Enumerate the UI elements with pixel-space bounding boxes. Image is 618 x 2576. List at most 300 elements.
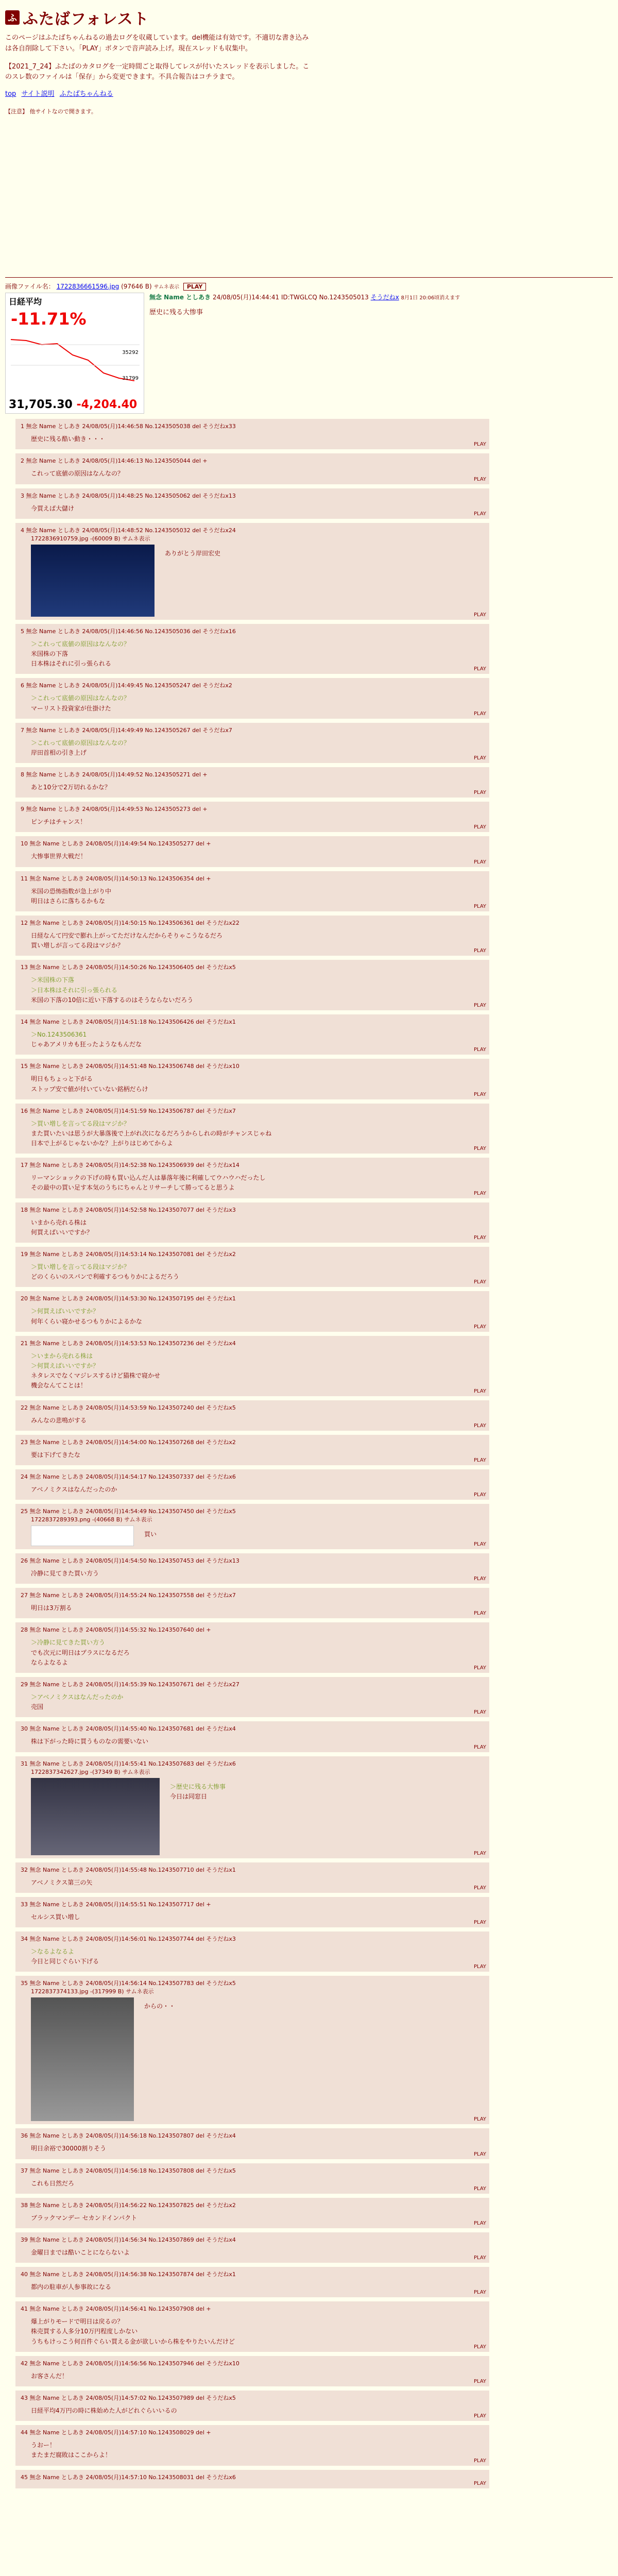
reply-number: 40: [21, 2271, 30, 2278]
chart-change-value: -4,204.40: [76, 398, 138, 412]
op-body: 歴史に残る大惨事: [149, 309, 203, 317]
reply-post: [15, 1104, 489, 1154]
reply-post: [15, 1931, 489, 1972]
reply-body: 株は下がった時に買うものなの需要いない: [31, 1738, 149, 1745]
site-title: ふたばフォレスト: [23, 10, 149, 28]
reply-header: [21, 1472, 484, 1481]
reply-thumbnail[interactable]: [31, 1526, 134, 1546]
reply-meta: 無念 Name としあき 24/08/05(月)14:54:49 No.1243507450 del そうだねx5: [29, 1508, 236, 1515]
reply-header: [21, 1018, 484, 1026]
save-hint: サムネ表示: [153, 284, 179, 291]
reply-play-button[interactable]: PLAY: [473, 790, 486, 796]
reply-header: [21, 2394, 484, 2402]
reply-meta: 無念 Name としあき 24/08/05(月)14:53:59 No.1243507240 del そうだねx5: [29, 1404, 236, 1411]
reply-body: ＞買い増しを言ってる段はマジか？ また買いたいは思うが大暴落後で上がれ次になるだろうからしれの時がチャンスじゃね 日本で上がるじゃないかな？上がりはじめてからよ: [31, 1120, 272, 1147]
reply-body: これって底値の原因はなんなの？: [31, 470, 124, 478]
reply-play-button[interactable]: PLAY: [473, 1744, 486, 1750]
reply-body: 買い: [144, 1531, 157, 1538]
reply-post: [15, 1336, 489, 1396]
reply-header: [21, 2235, 484, 2244]
reply-number: 32: [21, 1866, 30, 1873]
reply-body: 今買えば大儲け: [31, 504, 75, 512]
play-button[interactable]: PLAY: [183, 283, 207, 291]
reply-body: 明日もちょっと下がる ストップ安で値が付いていない銘柄だらけ: [31, 1075, 148, 1093]
chart-price: [9, 398, 137, 411]
top-nav: [5, 88, 613, 98]
reply-body: 都内の駐車が人参事故になる: [31, 2283, 112, 2291]
reply-number: 38: [21, 2201, 30, 2209]
op-del-button[interactable]: そうだねx: [370, 294, 399, 301]
reply-list: [5, 419, 613, 2488]
reply-header: [21, 681, 484, 689]
reply-post: [15, 2425, 489, 2465]
reply-meta: 無念 Name としあき 24/08/05(月)14:55:48 No.1243507710 del そうだねx1: [29, 1866, 236, 1873]
reply-meta: 無念 Name としあき 24/08/05(月)14:57:10 No.1243508029 del +: [29, 2429, 211, 2436]
reply-body: 米国の恐怖指数が急上がり中 明日はさらに落ちるかもな: [31, 887, 112, 905]
reply-play-button[interactable]: PLAY: [473, 1541, 486, 1548]
reply-post: [15, 1862, 489, 1893]
op-meta: [149, 293, 460, 301]
reply-file-link[interactable]: 1722837342627.jpg -(37349 B) サムネ表示: [31, 1768, 150, 1775]
reply-play-button[interactable]: PLAY: [473, 1709, 486, 1716]
reply-number: 2: [21, 457, 26, 465]
op-name: 無念 Name としあき: [149, 294, 211, 301]
reply-play-button[interactable]: PLAY: [473, 948, 486, 954]
reply-meta: 無念 Name としあき 24/08/05(月)14:52:58 No.1243507077 del そうだねx3: [29, 1206, 236, 1213]
op-file-link[interactable]: 1722836661596.jpg: [56, 283, 119, 291]
reply-body: リーマンショックの下げの時も買い込んだ人は暴落年後に利確してウハウハだったし その最中の買い足す本気のうちにちゃんとリサーチして勝ってると思うよ: [31, 1174, 266, 1192]
reply-number: 14: [21, 1018, 30, 1025]
reply-play-button[interactable]: PLAY: [473, 1611, 486, 1617]
reply-number: 18: [21, 1206, 30, 1213]
reply-header: [21, 1866, 484, 1874]
reply-post: [15, 2356, 489, 2386]
reply-post: [15, 1059, 489, 1099]
reply-play-button[interactable]: PLAY: [473, 1964, 486, 1970]
reply-header: [21, 726, 484, 734]
op-image-nikkei-chart[interactable]: [5, 293, 144, 414]
nav-link-about[interactable]: サイト説明: [21, 90, 55, 98]
reply-header: [21, 1294, 484, 1302]
reply-body: 明日余裕で30000割りそう: [31, 2145, 107, 2153]
reply-number: 8: [21, 771, 26, 778]
reply-post: [15, 1976, 489, 2124]
chart-index-name: 日経平均: [9, 297, 42, 307]
reply-meta: 無念 Name としあき 24/08/05(月)14:54:17 No.1243507337 del そうだねx6: [29, 1473, 236, 1480]
reply-header: [21, 1591, 484, 1599]
reply-body: ＞米国株の下落 ＞日本株はそれに引っ張られる 米国の下落の10倍に近い下落するのはそうならないだろう: [31, 976, 194, 1004]
reply-header: [21, 1556, 484, 1565]
reply-play-button[interactable]: PLAY: [473, 1324, 486, 1330]
reply-body: ＞いまから売れる株は ＞何買えばいいですか？ ネタレスでなくマジレスするけど猫株で寝かせ 機会なんてことは！: [31, 1352, 160, 1389]
reply-meta: 無念 Name としあき 24/08/05(月)14:50:26 No.1243506405 del そうだねx5: [29, 964, 236, 971]
reply-post: [15, 2267, 489, 2297]
reply-header: [21, 1724, 484, 1733]
reply-body: ブラックマンデー セカンドインパクト: [31, 2214, 138, 2222]
reply-meta: 無念 Name としあき 24/08/05(月)14:49:49 No.1243505267 del そうだねx7: [26, 726, 232, 734]
notice-text: 【注意】 他サイトなので開きます。: [5, 108, 97, 115]
reply-play-button[interactable]: PLAY: [473, 442, 486, 448]
reply-number: 30: [21, 1725, 30, 1733]
reply-number: 29: [21, 1681, 30, 1688]
reply-body: ＞アベノミクスはなんだったのか 売国: [31, 1693, 124, 1711]
reply-meta: 無念 Name としあき 24/08/05(月)14:55:41 No.1243507683 del そうだねx6: [29, 1760, 236, 1767]
reply-post: [15, 1677, 489, 1717]
reply-number: 9: [21, 806, 26, 813]
reply-post: [15, 453, 489, 484]
reply-thumbnail[interactable]: [31, 545, 154, 617]
reply-body: いまから売れる株は 何買えばいいですか？: [31, 1218, 93, 1236]
reply-number: 27: [21, 1592, 30, 1599]
op-date: 24/08/05(月)14:44:41: [212, 294, 280, 301]
reply-meta: 無念 Name としあき 24/08/05(月)14:56:01 No.1243507744 del そうだねx3: [29, 1935, 236, 1942]
reply-body: 日経平均4万円の時に株始めた人がどれぐらいいるの: [31, 2407, 177, 2414]
reply-body: ＞歴史に残る大惨事 今日は同窓日: [170, 1783, 226, 1800]
reply-play-button[interactable]: PLAY: [473, 1665, 486, 1671]
reply-header: [21, 1107, 484, 1115]
reply-post: [15, 2128, 489, 2159]
reply-play-button[interactable]: PLAY: [473, 1235, 486, 1241]
reply-play-button[interactable]: PLAY: [473, 1002, 486, 1008]
reply-number: 22: [21, 1404, 30, 1411]
reply-body: ありがとう岸田宏史: [165, 549, 221, 557]
reply-post: [15, 1158, 489, 1198]
reply-header: [21, 1339, 484, 1347]
reply-body: セルシス買い増し: [31, 1913, 80, 1921]
reply-body: 爆上がりモードで明日は戻るの？ 株売買する人多分10万円程度しかない うちもけっこう何百件ぐらい買える金が欲しいから株をやりたいんだけど: [31, 2318, 235, 2345]
chart-level-low: 31799: [122, 376, 139, 382]
reply-number: 34: [21, 1935, 30, 1942]
reply-post: [15, 2301, 489, 2352]
reply-number: 6: [21, 682, 26, 689]
reply-header: [21, 2166, 484, 2175]
reply-post: [15, 1756, 489, 1858]
reply-header: [21, 2131, 484, 2140]
reply-play-button[interactable]: PLAY: [473, 1850, 486, 1856]
reply-play-button[interactable]: PLAY: [473, 824, 486, 831]
reply-play-button[interactable]: PLAY: [473, 2151, 486, 2157]
reply-body: 金曜日までは酷いことにならないよ: [31, 2248, 130, 2256]
reply-header: [21, 2359, 484, 2367]
reply-body: 日経なんて円安で膨れ上がってただけなんだからそりゃこうなるだろ 買い増しが言ってる段はマジか？: [31, 932, 223, 950]
reply-header: [21, 919, 484, 927]
reply-number: 19: [21, 1251, 30, 1258]
reply-post: [15, 1588, 489, 1618]
reply-header: [21, 627, 484, 635]
reply-meta: 無念 Name としあき 24/08/05(月)14:49:45 No.1243505247 del そうだねx2: [26, 682, 232, 689]
reply-body: ＞これって底値の原因はなんなの？ マーリスト投資家が仕掛けた: [31, 694, 130, 712]
reply-play-button[interactable]: PLAY: [473, 710, 486, 717]
reply-post: [15, 2198, 489, 2228]
intro-text-2: 【2021_7_24】ふたばのカタログを一定時間ごと取得してレスが付いたスレッドを表示しました。このスレ数のファイルは「保存」から変更できます。不具合報告はコチラまで。: [5, 62, 310, 81]
reply-file-link[interactable]: 1722837289393.png -(40668 B) サムネ表示: [31, 1516, 152, 1523]
reply-play-button[interactable]: PLAY: [473, 2116, 486, 2123]
reply-header: [21, 2201, 484, 2209]
reply-play-button[interactable]: PLAY: [473, 2458, 486, 2464]
reply-number: 12: [21, 920, 30, 926]
reply-body: みんなの悲鳴がする: [31, 1416, 87, 1424]
reply-body: からの・・: [144, 2003, 176, 2010]
reply-header: [21, 422, 484, 430]
reply-number: 36: [21, 2132, 30, 2140]
reply-post: [15, 1721, 489, 1752]
reply-meta: 無念 Name としあき 24/08/05(月)14:56:18 No.1243507807 del そうだねx4: [29, 2132, 236, 2140]
reply-body: アベノミクスはなんだったのか: [31, 1485, 117, 1493]
reply-header: [21, 2270, 484, 2278]
reply-meta: 無念 Name としあき 24/08/05(月)14:48:25 No.1243505062 del そうだねx13: [26, 492, 236, 499]
reply-header: [21, 1507, 484, 1515]
reply-meta: 無念 Name としあき 24/08/05(月)14:54:00 No.1243507268 del そうだねx2: [29, 1438, 236, 1446]
reply-post: [15, 2391, 489, 2421]
reply-meta: 無念 Name としあき 24/08/05(月)14:46:13 No.1243505044 del +: [26, 457, 208, 465]
op-expire: 8月1日 20:06頃消えます: [401, 295, 460, 301]
reply-meta: 無念 Name としあき 24/08/05(月)14:51:18 No.1243506426 del そうだねx1: [29, 1018, 236, 1025]
reply-play-button[interactable]: PLAY: [473, 1190, 486, 1196]
reply-number: 28: [21, 1626, 30, 1634]
reply-post: [15, 2470, 489, 2488]
reply-post: [15, 1014, 489, 1055]
chart-level-high: 35292: [122, 350, 139, 356]
reply-header: [21, 2304, 484, 2313]
reply-header: [21, 1979, 484, 1987]
reply-header: [21, 874, 484, 883]
reply-meta: 無念 Name としあき 24/08/05(月)14:49:53 No.1243505273 del +: [26, 806, 208, 813]
reply-post: [15, 1504, 489, 1549]
reply-thumbnail[interactable]: [31, 1778, 160, 1855]
reply-play-button[interactable]: PLAY: [473, 2220, 486, 2226]
reply-meta: 無念 Name としあき 24/08/05(月)14:46:58 No.1243505038 del そうだねx33: [26, 423, 236, 430]
nav-link-top[interactable]: top: [5, 90, 16, 98]
site-logo: ふ: [5, 10, 20, 25]
reply-header: [21, 1062, 484, 1070]
reply-meta: 無念 Name としあき 24/08/05(月)14:55:39 No.1243507671 del そうだねx27: [29, 1681, 239, 1688]
reply-body: 歴史に残る酷い動き・・・: [31, 435, 106, 443]
reply-number: 4: [21, 527, 26, 534]
reply-number: 17: [21, 1162, 30, 1169]
reply-play-button[interactable]: PLAY: [473, 666, 486, 672]
reply-number: 35: [21, 1980, 30, 1987]
reply-body: 明日は3万割る: [31, 1604, 72, 1612]
reply-header: [21, 1625, 484, 1634]
reply-number: 24: [21, 1473, 30, 1480]
reply-number: 37: [21, 2167, 30, 2174]
reply-body: ＞これって底値の原因はなんなの？ 岸田首相の引き上げ: [31, 739, 130, 756]
reply-play-button[interactable]: PLAY: [473, 1047, 486, 1053]
reply-number: 44: [21, 2429, 30, 2436]
nav-link-futaba[interactable]: ふたばちゃんねる: [59, 90, 113, 98]
reply-number: 11: [21, 875, 30, 882]
reply-meta: 無念 Name としあき 24/08/05(月)14:53:30 No.1243507195 del そうだねx1: [29, 1295, 236, 1302]
reply-post: [15, 678, 489, 718]
reply-post: [15, 836, 489, 867]
reply-number: 13: [21, 964, 30, 971]
reply-play-button[interactable]: PLAY: [473, 1492, 486, 1498]
reply-header: [21, 1403, 484, 1412]
chart-price-value: 31,705.30: [9, 398, 73, 412]
reply-header: [21, 839, 484, 848]
reply-meta: 無念 Name としあき 24/08/05(月)14:56:14 No.1243507783 del そうだねx5: [29, 1980, 236, 1987]
reply-body: あと10分で2万切れるかな？: [31, 784, 111, 791]
reply-post: [15, 488, 489, 519]
reply-play-button[interactable]: PLAY: [473, 511, 486, 517]
reply-post: [15, 419, 489, 449]
reply-post: [15, 1553, 489, 1584]
reply-post: [15, 1469, 489, 1500]
reply-body: お客さんだ！: [31, 2372, 68, 2380]
file-size: (97646 B): [121, 283, 152, 291]
reply-header: [21, 1900, 484, 1908]
reply-post: [15, 723, 489, 763]
reply-meta: 無念 Name としあき 24/08/05(月)14:53:53 No.1243507236 del そうだねx4: [29, 1340, 236, 1347]
reply-header: [21, 1438, 484, 1446]
reply-post: [15, 1897, 489, 1927]
reply-meta: 無念 Name としあき 24/08/05(月)14:50:15 No.1243506361 del そうだねx22: [29, 920, 239, 926]
reply-play-button[interactable]: PLAY: [473, 1146, 486, 1152]
reply-number: 31: [21, 1760, 30, 1767]
reply-post: [15, 2232, 489, 2263]
site-header: [5, 6, 613, 29]
reply-play-button[interactable]: PLAY: [473, 2290, 486, 2296]
reply-number: 26: [21, 1557, 30, 1565]
reply-header: [21, 526, 484, 534]
reply-number: 3: [21, 492, 26, 499]
reply-play-button[interactable]: PLAY: [473, 2344, 486, 2350]
reply-header: [21, 1206, 484, 1214]
reply-number: 5: [21, 628, 26, 635]
reply-header: [21, 1161, 484, 1169]
chart-change-pct: -11.71%: [11, 309, 87, 329]
reply-file-link[interactable]: 1722836910759.jpg -(60009 B) サムネ表示: [31, 535, 150, 542]
reply-play-button[interactable]: PLAY: [473, 1576, 486, 1582]
reply-number: 25: [21, 1508, 30, 1515]
reply-number: 39: [21, 2236, 30, 2243]
reply-post: [15, 1247, 489, 1287]
reply-header: [21, 2473, 484, 2481]
reply-post: [15, 523, 489, 620]
ad-space: [5, 115, 613, 270]
reply-header: [21, 1759, 484, 1768]
reply-meta: 無念 Name としあき 24/08/05(月)14:57:02 No.1243507989 del そうだねx5: [29, 2395, 236, 2401]
reply-number: 45: [21, 2473, 30, 2481]
reply-play-button[interactable]: PLAY: [473, 859, 486, 865]
reply-number: 33: [21, 1901, 30, 1908]
reply-play-button[interactable]: PLAY: [473, 1091, 486, 1097]
reply-number: 1: [21, 423, 26, 430]
intro-text-1: このページはふたばちゃんねるの過去ログを収蔵しています。del機能は有効です。不適切な書き込みは各自削除して下さい。「PLAY」ボタンで音声読み上げ。現在スレッドも収集中。: [5, 34, 309, 53]
reply-play-button[interactable]: PLAY: [473, 612, 486, 618]
reply-body: ＞何買えばいいですか？ 何年くらい寝かせるつもりかによるかな: [31, 1308, 142, 1325]
reply-header: [21, 2428, 484, 2436]
reply-play-button[interactable]: PLAY: [473, 755, 486, 761]
reply-play-button[interactable]: PLAY: [473, 476, 486, 482]
reply-meta: 無念 Name としあき 24/08/05(月)14:57:10 No.1243508031 del そうだねx6: [29, 2473, 236, 2481]
reply-play-button[interactable]: PLAY: [473, 1422, 486, 1429]
reply-body: ＞冷静に見てきた買い方う でも次元に明日はプラスになるだろ ならよなるよ: [31, 1639, 130, 1666]
reply-body: ＞買い増しを言ってる段はマジか？ どのくらいのスパンで利確するつもりかによるだろう: [31, 1263, 179, 1281]
reply-header: [21, 1250, 484, 1258]
reply-play-button[interactable]: PLAY: [473, 1279, 486, 1285]
reply-number: 20: [21, 1295, 30, 1302]
reply-play-button[interactable]: PLAY: [473, 2379, 486, 2384]
reply-play-button[interactable]: PLAY: [473, 1457, 486, 1463]
reply-thumbnail[interactable]: [31, 1997, 134, 2121]
reply-number: 42: [21, 2360, 30, 2367]
reply-post: [15, 802, 489, 832]
reply-header: [21, 1680, 484, 1688]
reply-post: [15, 1202, 489, 1243]
reply-play-button[interactable]: PLAY: [473, 1388, 486, 1394]
reply-number: 41: [21, 2306, 30, 2313]
reply-header: [21, 1935, 484, 1943]
reply-body: ＞なるよなるよ 今日と同じぐらい下げる: [31, 1947, 99, 1965]
reply-play-button[interactable]: PLAY: [473, 2413, 486, 2419]
reply-meta: 無念 Name としあき 24/08/05(月)14:55:24 No.1243507558 del そうだねx7: [29, 1592, 236, 1599]
reply-meta: 無念 Name としあき 24/08/05(月)14:56:56 No.1243507946 del そうだねx10: [29, 2360, 239, 2367]
reply-number: 21: [21, 1340, 30, 1347]
reply-header: [21, 492, 484, 500]
reply-meta: 無念 Name としあき 24/08/05(月)14:56:34 No.1243507869 del そうだねx4: [29, 2236, 236, 2243]
reply-meta: 無念 Name としあき 24/08/05(月)14:49:52 No.1243505271 del +: [26, 771, 208, 778]
reply-number: 7: [21, 726, 26, 734]
op-file-line: [5, 282, 613, 291]
reply-play-button[interactable]: PLAY: [473, 2185, 486, 2192]
reply-meta: 無念 Name としあき 24/08/05(月)14:50:13 No.1243506354 del +: [29, 875, 211, 882]
reply-number: 43: [21, 2395, 30, 2401]
reply-header: [21, 770, 484, 778]
reply-post: [15, 916, 489, 956]
reply-header: [21, 456, 484, 465]
reply-body: ＞これって底値の原因はなんなの？ 米国株の下落 日本株はそれに引っ張られる: [31, 640, 130, 668]
divider: [5, 277, 613, 278]
reply-number: 10: [21, 840, 30, 848]
reply-meta: 無念 Name としあき 24/08/05(月)14:56:18 No.1243507808 del そうだねx5: [29, 2167, 236, 2174]
reply-number: 23: [21, 1438, 30, 1446]
reply-header: [21, 963, 484, 971]
reply-header: [21, 805, 484, 813]
reply-post: [15, 1400, 489, 1431]
op-no: No.1243505013: [319, 294, 369, 301]
reply-number: 16: [21, 1107, 30, 1114]
reply-body: ＞No.1243506361 じゃあアメリカも狂ったようなもんだな: [31, 1030, 142, 1048]
reply-meta: 無念 Name としあき 24/08/05(月)14:46:56 No.1243505036 del そうだねx16: [26, 628, 236, 635]
file-label: 画像ファイル名：: [5, 283, 55, 291]
reply-play-button[interactable]: PLAY: [473, 1885, 486, 1891]
reply-meta: 無念 Name としあき 24/08/05(月)14:48:52 No.1243505032 del そうだねx24: [26, 527, 236, 534]
reply-post: [15, 624, 489, 674]
reply-play-button[interactable]: PLAY: [473, 904, 486, 909]
reply-body: 大惨事世界大戦だ！: [31, 853, 87, 860]
reply-body: ピンチはチャンス！: [31, 818, 87, 826]
op-post: [5, 293, 613, 414]
reply-body: 冷静に見てきた買い方う: [31, 1570, 99, 1578]
reply-body: これも日然だろ: [31, 2179, 75, 2187]
reply-meta: 無念 Name としあき 24/08/05(月)14:55:51 No.1243507717 del +: [29, 1901, 211, 1908]
reply-play-button[interactable]: PLAY: [473, 1919, 486, 1925]
reply-play-button[interactable]: PLAY: [473, 2480, 486, 2486]
reply-number: 15: [21, 1063, 30, 1070]
reply-post: [15, 1291, 489, 1331]
reply-meta: 無念 Name としあき 24/08/05(月)14:56:22 No.1243507825 del そうだねx2: [29, 2201, 236, 2209]
reply-post: [15, 1435, 489, 1465]
reply-meta: 無念 Name としあき 24/08/05(月)14:52:38 No.1243506939 del そうだねx14: [29, 1162, 239, 1169]
reply-meta: 無念 Name としあき 24/08/05(月)14:54:50 No.1243507453 del そうだねx13: [29, 1557, 239, 1565]
reply-play-button[interactable]: PLAY: [473, 2255, 486, 2261]
reply-file-link[interactable]: 1722837374133.jpg -(317999 B) サムネ表示: [31, 1988, 154, 1995]
reply-post: [15, 2163, 489, 2194]
reply-meta: 無念 Name としあき 24/08/05(月)14:49:54 No.1243505277 del +: [29, 840, 211, 848]
reply-body: うおー！ またまだ腐敗はここからよ！: [31, 2442, 112, 2459]
reply-post: [15, 871, 489, 911]
